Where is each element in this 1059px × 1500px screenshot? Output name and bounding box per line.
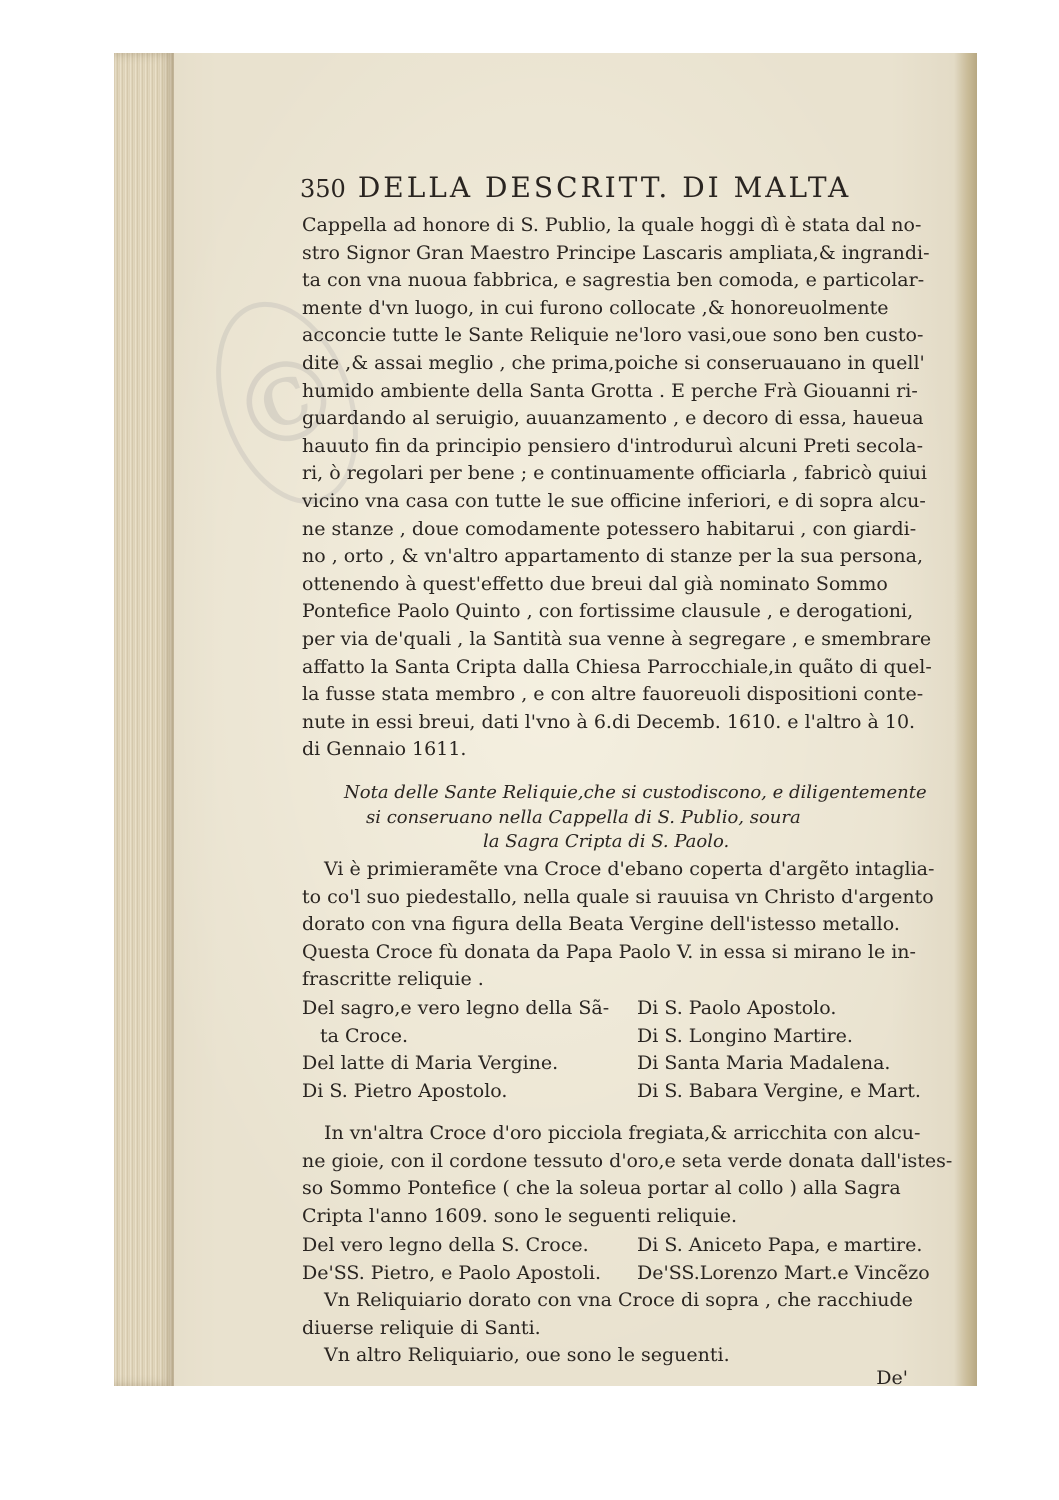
catchword: De' bbox=[876, 1367, 908, 1386]
text-line: la fusse stata membro , e con altre fauoreuoli dispositioni conte- bbox=[302, 683, 924, 706]
list-item bbox=[302, 1260, 952, 1288]
book-gutter bbox=[954, 53, 977, 1386]
text-line: per via de'quali , la Santità sua venne à segregare , e smembrare bbox=[302, 627, 932, 650]
text-line: guardando al seruigio, auuanzamento , e decoro di essa, haueua bbox=[302, 407, 924, 430]
heading-line: Nota delle Sante Reliquie,che si custodiscono, e diligentemente bbox=[344, 782, 927, 803]
page-number: 350 bbox=[300, 175, 346, 203]
relics-list-2 bbox=[302, 1232, 952, 1287]
relic-left: ta Croce. bbox=[320, 1024, 408, 1047]
text-line: nute in essi breui, dati l'vno à 6.di Decemb. 1610. e l'altro à 10. bbox=[302, 710, 916, 733]
text-line: ta con vna nuoua fabbrica, e sagrestia ben comoda, e particolar- bbox=[302, 269, 925, 292]
text-line: frascritte reliquie . bbox=[302, 968, 484, 991]
list-item bbox=[302, 1050, 952, 1078]
text-line: ottenendo à quest'effetto due breui dal già nominato Sommo bbox=[302, 572, 888, 595]
list-item bbox=[302, 1078, 952, 1106]
paragraph-2 bbox=[302, 856, 952, 994]
section-heading bbox=[288, 781, 948, 855]
relic-right: Di S. Babara Vergine, e Mart. bbox=[637, 1079, 921, 1102]
text-line: hauuto fin da principio pensiero d'introduruì alcuni Preti secola- bbox=[302, 434, 923, 457]
text-line: In vn'altra Croce d'oro picciola fregiata,& arricchita con alcu- bbox=[324, 1122, 921, 1144]
paragraph-1 bbox=[302, 212, 952, 764]
relic-right: De'SS.Lorenzo Mart.e Vincẽzo bbox=[637, 1261, 930, 1284]
relic-left: Del latte di Maria Vergine. bbox=[302, 1052, 559, 1075]
text-block bbox=[288, 113, 952, 1386]
running-header bbox=[300, 171, 940, 211]
relic-right: Di S. Longino Martire. bbox=[637, 1024, 853, 1047]
library-stamp-icon: © bbox=[190, 282, 384, 524]
text-line: Vi è primieramẽte vna Croce d'ebano coperta d'argẽto intaglia- bbox=[324, 858, 935, 880]
text-line: ri, ò regolari per bene ; e continuamente officiarla , fabricò quiui bbox=[302, 462, 927, 485]
text-line: Questa Croce fù donata da Papa Paolo V. in essa si mirano le in- bbox=[302, 940, 916, 963]
text-line: diuerse reliquie di Santi. bbox=[302, 1316, 541, 1339]
relic-left: Del vero legno della S. Croce. bbox=[302, 1234, 589, 1256]
text-line: affatto la Santa Cripta dalla Chiesa Parrocchiale,in quãto di quel- bbox=[302, 655, 932, 678]
page-scan bbox=[114, 53, 977, 1386]
text-line: di Gennaio 1611. bbox=[302, 738, 467, 761]
text-line: so Sommo Pontefice ( che la soleua portar al collo ) alla Sagra bbox=[302, 1177, 901, 1200]
text-line: Vn altro Reliquiario, oue sono le seguenti. bbox=[324, 1344, 730, 1367]
text-line: acconcie tutte le Sante Reliquie ne'loro vasi,oue sono ben custo- bbox=[302, 324, 924, 347]
relic-left: De'SS. Pietro, e Paolo Apostoli. bbox=[302, 1261, 602, 1284]
text-line: humido ambiente della Santa Grotta . E perche Frà Giouanni ri- bbox=[302, 379, 918, 402]
text-line: Cripta l'anno 1609. sono le seguenti reliquie. bbox=[302, 1204, 738, 1227]
list-item bbox=[302, 1023, 952, 1051]
text-line: to co'l suo piedestallo, nella quale si rauuisa vn Christo d'argento bbox=[302, 885, 934, 908]
relic-left: Di S. Pietro Apostolo. bbox=[302, 1079, 508, 1102]
list-item bbox=[302, 1232, 952, 1260]
heading-line: la Sagra Cripta di S. Paolo. bbox=[483, 831, 730, 852]
text-line: Vn Reliquiario dorato con vna Croce di sopra , che racchiude bbox=[324, 1289, 913, 1311]
heading-line: si conseruano nella Cappella di S. Publio, soura bbox=[366, 806, 801, 828]
relics-list-1 bbox=[302, 995, 952, 1105]
relic-right: Di S. Aniceto Papa, e martire. bbox=[637, 1234, 923, 1256]
text-line: Pontefice Paolo Quinto , con fortissime clausule , e derogationi, bbox=[302, 600, 914, 623]
text-line: vicino vna casa con tutte le sue officine inferiori, e di sopra alcu- bbox=[302, 489, 926, 512]
relic-left: Del sagro,e vero legno della Sã- bbox=[302, 997, 610, 1019]
text-line: dite ,& assai meglio , che prima,poiche si conseruauano in quell' bbox=[302, 351, 925, 374]
relic-right: Di S. Paolo Apostolo. bbox=[637, 997, 837, 1019]
book-page-edges bbox=[114, 53, 174, 1386]
text-line: ne stanze , doue comodamente potessero habitarui , con giardi- bbox=[302, 517, 917, 540]
text-line: dorato con vna figura della Beata Vergine dell'istesso metallo. bbox=[302, 913, 900, 936]
paragraph-3 bbox=[302, 1120, 952, 1230]
relic-right: Di Santa Maria Madalena. bbox=[637, 1052, 891, 1075]
paragraph-4 bbox=[302, 1287, 952, 1370]
text-line: Cappella ad honore di S. Publio, la quale hoggi dì è stata dal no- bbox=[302, 214, 922, 236]
list-item bbox=[302, 995, 952, 1023]
text-line: stro Signor Gran Maestro Principe Lascaris ampliata,& ingrandi- bbox=[302, 241, 930, 264]
text-line: no , orto , & vn'altro appartamento di stanze per la sua persona, bbox=[302, 545, 924, 568]
text-line: mente d'vn luogo, in cui furono collocate ,& honoreuolmente bbox=[302, 296, 889, 319]
text-line: ne gioie, con il cordone tessuto d'oro,e seta verde donata dall'istes- bbox=[302, 1149, 952, 1172]
running-title: DELLA DESCRITT. DI MALTA bbox=[357, 171, 852, 204]
